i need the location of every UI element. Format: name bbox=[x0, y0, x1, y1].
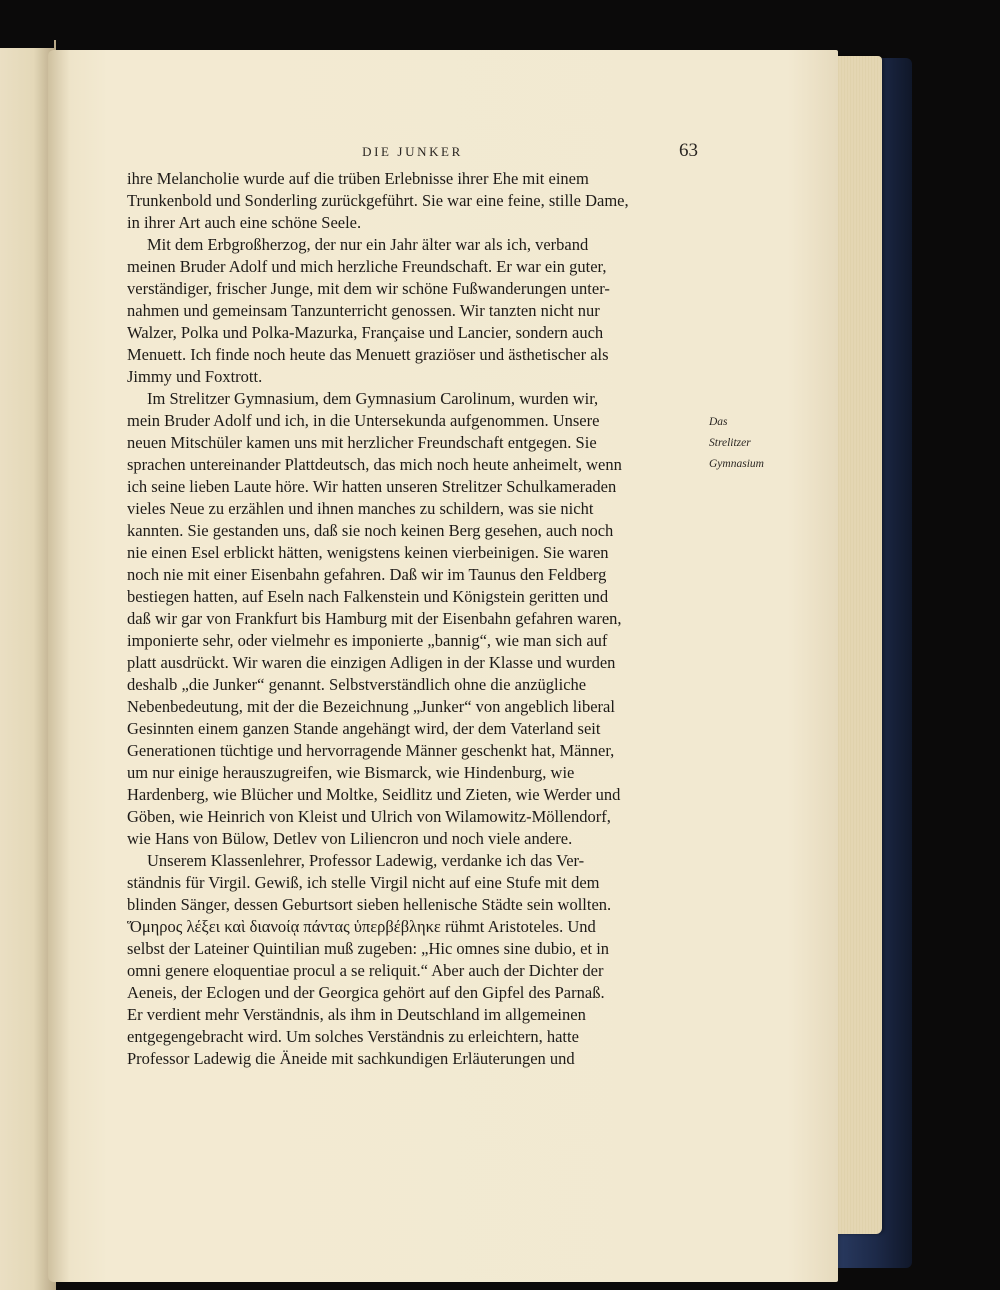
text-line: Nebenbedeutung, mit der die Bezeichnung „Junker“ von angeblich liberal bbox=[127, 697, 615, 716]
text-line: Menuett. Ich finde noch heute das Menuett graziöser und ästhetischer als bbox=[127, 345, 609, 364]
text-line: Im Strelitzer Gymnasium, dem Gymnasium Carolinum, wurden wir, bbox=[147, 389, 599, 408]
body-text bbox=[127, 168, 698, 1070]
text-line: blinden Sänger, dessen Geburtsort sieben hellenische Städte sein wollten. bbox=[127, 895, 612, 914]
text-line: platt ausdrückt. Wir waren die einzigen Adligen in der Klasse und wurden bbox=[127, 653, 616, 672]
text-line: Er verdient mehr Verständnis, als ihm in Deutschland im allgemeinen bbox=[127, 1005, 586, 1024]
text-line: Trunkenbold und Sonderling zurückgeführt. Sie war eine feine, stille Dame, bbox=[127, 191, 629, 210]
text-line: Mit dem Erbgroßherzog, der nur ein Jahr älter war als ich, verband bbox=[147, 235, 589, 254]
text-line: noch nie mit einer Eisenbahn gefahren. Daß wir im Taunus den Feldberg bbox=[127, 565, 607, 584]
text-line: neuen Mitschüler kamen uns mit herzlicher Freundschaft entgegen. Sie bbox=[127, 433, 597, 452]
text-line: Generationen tüchtige und hervorragende Männer geschenkt hat, Männer, bbox=[127, 741, 615, 760]
text-line: deshalb „die Junker“ genannt. Selbstverständlich ohne die anzügliche bbox=[127, 675, 587, 694]
text-line: Ὅμηρος λέξει καὶ διανοίᾳ πάντας ὑπερβέβληκε rühmt Aristoteles. Und bbox=[127, 917, 596, 936]
margin-note-line: Gymnasium bbox=[709, 458, 764, 470]
margin-note-line: Strelitzer bbox=[709, 437, 751, 449]
text-line: verständiger, frischer Junge, mit dem wir schöne Fußwanderungen unter- bbox=[127, 279, 610, 298]
text-line: ständnis für Virgil. Gewiß, ich stelle Virgil nicht auf eine Stufe mit dem bbox=[127, 873, 600, 892]
text-line: Unserem Klassenlehrer, Professor Ladewig, verdanke ich das Ver- bbox=[147, 851, 585, 870]
text-line: um nur einige herauszugreifen, wie Bismarck, wie Hindenburg, wie bbox=[127, 763, 575, 782]
text-line: daß wir gar von Frankfurt bis Hamburg mit der Eisenbahn gefahren waren, bbox=[127, 609, 622, 628]
text-line: Professor Ladewig die Äneide mit sachkundigen Erläuterungen und bbox=[127, 1049, 575, 1068]
text-line: selbst der Lateiner Quintilian muß zugeben: „Hic omnes sine dubio, et in bbox=[127, 939, 610, 958]
text-line: bestiegen hatten, auf Eseln nach Falkenstein und Königstein geritten und bbox=[127, 587, 609, 606]
background-gap bbox=[0, 28, 54, 48]
margin-note-line: Das bbox=[709, 416, 728, 428]
text-line: omni genere eloquentiae procul a se reliquit.“ Aber auch der Dichter der bbox=[127, 961, 604, 980]
page-number: 63 bbox=[679, 140, 698, 161]
text-line: imponierte sehr, oder vielmehr es imponierte „bannig“, wie man sich auf bbox=[127, 631, 608, 650]
text-line: wie Hans von Bülow, Detlev von Liliencron und noch viele andere. bbox=[127, 829, 573, 848]
text-line: Jimmy und Foxtrott. bbox=[127, 367, 263, 386]
text-line: ihre Melancholie wurde auf die trüben Erlebnisse ihrer Ehe mit einem bbox=[127, 169, 589, 188]
text-line: in ihrer Art auch eine schöne Seele. bbox=[127, 213, 362, 232]
text-line: Göben, wie Heinrich von Kleist und Ulrich von Wilamowitz-Möllendorf, bbox=[127, 807, 611, 826]
margin-note bbox=[709, 412, 809, 475]
text-line: sprachen untereinander Plattdeutsch, das mich noch heute anheimelt, wenn bbox=[127, 455, 622, 474]
text-line: vieles Neue zu erzählen und ihnen manches zu schildern, was sie nicht bbox=[127, 499, 594, 518]
text-line: kannten. Sie gestanden uns, daß sie noch keinen Berg gesehen, auch noch bbox=[127, 521, 614, 540]
text-line: Gesinnten einem ganzen Stande angehängt wird, der dem Vaterland seit bbox=[127, 719, 601, 738]
running-head bbox=[127, 140, 698, 166]
text-line: Hardenberg, wie Blücher und Moltke, Seidlitz und Zieten, wie Werder und bbox=[127, 785, 621, 804]
text-line: ich seine lieben Laute höre. Wir hatten unseren Strelitzer Schulkameraden bbox=[127, 477, 617, 496]
text-line: mein Bruder Adolf und ich, in die Untersekunda aufgenommen. Unsere bbox=[127, 411, 600, 430]
text-line: Aeneis, der Eclogen und der Georgica gehört auf den Gipfel des Parnaß. bbox=[127, 983, 605, 1002]
text-line: meinen Bruder Adolf und mich herzliche Freundschaft. Er war ein guter, bbox=[127, 257, 607, 276]
text-line: nie einen Esel erblickt hätten, wenigstens keinen vierbeinigen. Sie waren bbox=[127, 543, 609, 562]
text-line: entgegengebracht wird. Um solches Verständnis zu erleichtern, hatte bbox=[127, 1027, 579, 1046]
text-line: nahmen und gemeinsam Tanzunterricht genossen. Wir tanzten nicht nur bbox=[127, 301, 600, 320]
text-line: Walzer, Polka und Polka-Mazurka, Française und Lancier, sondern auch bbox=[127, 323, 604, 342]
chapter-title: DIE JUNKER bbox=[362, 144, 463, 159]
